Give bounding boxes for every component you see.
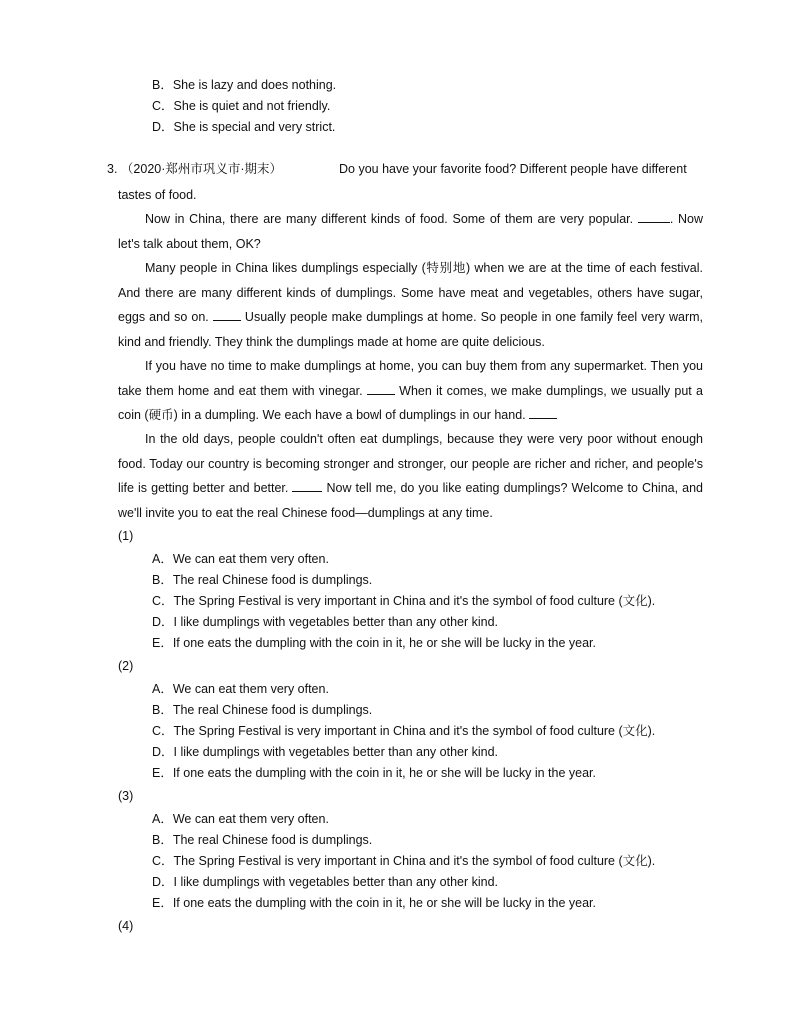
option-text: C．She is quiet and not friendly. (152, 99, 331, 113)
option-c[interactable]: C．The Spring Festival is very important in China and it's the symbol of food culture (文化). (152, 854, 656, 868)
option-e[interactable]: E．If one eats the dumpling with the coin in it, he or she will be lucky in the year. (152, 636, 596, 650)
question-intro-continued: tastes of food. (118, 188, 197, 202)
option-e[interactable]: E．If one eats the dumpling with the coin in it, he or she will be lucky in the year. (152, 896, 596, 910)
question-source: （2020·郑州市巩义市·期末） (120, 162, 283, 176)
passage-paragraph: In the old days, people couldn't often eat dumplings, because they were very poor without enough food. Today our country is becoming stronger and stronger, our people are richer and richer, and people's life is getting better and better. Now tell me, do you like eating dumplings? Welcome to China, and we'll invite you to eat the real Chinese food—dumplings at any time. (118, 432, 703, 520)
option-b[interactable]: B．The real Chinese food is dumplings. (152, 703, 373, 717)
question-header (107, 163, 703, 176)
option-text: D．She is special and very strict. (152, 120, 336, 134)
option-a[interactable]: A．We can eat them very often. (152, 812, 329, 826)
option-c[interactable]: C．The Spring Festival is very important in China and it's the symbol of food culture (文化). (152, 724, 656, 738)
subquestion-label: (1) (118, 529, 134, 543)
option-a[interactable]: A．We can eat them very often. (152, 682, 329, 696)
question-number: 3. (107, 162, 118, 176)
option-e[interactable]: E．If one eats the dumpling with the coin in it, he or she will be lucky in the year. (152, 766, 596, 780)
passage-paragraph: Now in China, there are many different kinds of food. Some of them are very popular. . Now let's talk about them, OK? (118, 212, 704, 251)
answer-blank[interactable] (367, 383, 395, 395)
option-b[interactable]: B．The real Chinese food is dumplings. (152, 833, 373, 847)
option-b[interactable]: B．The real Chinese food is dumplings. (152, 573, 373, 587)
option-d[interactable]: D．I like dumplings with vegetables better than any other kind. (152, 615, 499, 629)
answer-blank[interactable] (638, 211, 670, 223)
option-d[interactable]: D．I like dumplings with vegetables better than any other kind. (152, 875, 499, 889)
answer-blank[interactable] (292, 480, 322, 492)
subquestion-label: (3) (118, 789, 134, 803)
subquestion-label: (2) (118, 659, 134, 673)
option-d[interactable]: D．I like dumplings with vegetables better than any other kind. (152, 745, 499, 759)
option-a[interactable]: A．We can eat them very often. (152, 552, 329, 566)
option-c[interactable]: C．The Spring Festival is very important in China and it's the symbol of food culture (文化). (152, 594, 656, 608)
answer-blank[interactable] (213, 309, 241, 321)
option-text: B．She is lazy and does nothing. (152, 78, 337, 92)
passage-paragraph: If you have no time to make dumplings at home, you can buy them from any supermarket. Then you take them home and eat them with vinegar. When it comes, we make dumplings, we usually put a coin (硬币) in a dumpling. We each have a bowl of dumplings in our hand. (118, 359, 704, 422)
answer-blank[interactable] (529, 407, 557, 419)
subquestion-label: (4) (118, 919, 134, 933)
question-intro: Do you have your favorite food? Different people have different (339, 162, 687, 176)
passage-paragraph: Many people in China likes dumplings especially (特别地) when we are at the time of each festival. And there are many different kinds of dumplings. Some have meat and vegetables, others have sugar, eggs and so on. Usually people make dumplings at home. So people in one family feel very warm, kind and friendly. They think the dumplings made at home are quite delicious. (118, 261, 704, 349)
